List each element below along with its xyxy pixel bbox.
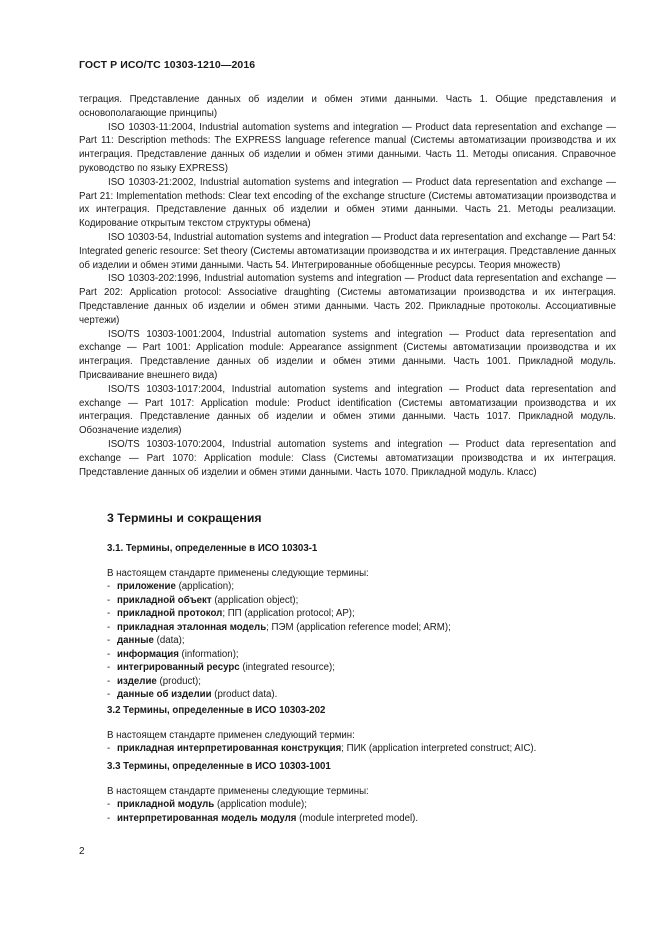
subsection-3-2 (79, 704, 616, 756)
term-list (79, 798, 616, 825)
term-translation: ; ПП (application protocol; AP); (222, 608, 355, 619)
term-item: - интерпретированная модель модуля (module interpreted model). (107, 812, 419, 824)
term-list (79, 742, 616, 756)
term-translation: (application module); (214, 799, 307, 810)
term-item: - прикладная интерпретированная конструкция; ПИК (application interpreted construct; AIC). (107, 743, 537, 754)
reference-item: ISO/TS 10303-1001:2004, Industrial automation systems and integration — Product data representation and exchange — Part 1001: Application module: Appearance assignment (Системы автоматизации производства и их интеграция. Представление данных об изделии и обмен этими данными. Часть 1001. Прикладной модуль. Присваивание внешнего вида) (79, 328, 616, 381)
subsection-title: 3.1. Термины, определенные в ИСО 10303-1 (107, 543, 318, 554)
reference-item: ISO 10303-202:1996, Industrial automation systems and integration — Product data representation and exchange — Part 202: Application protocol: Associative draughting (Системы автоматизации производства и их интеграция. Представление данных об изделии и обмен этими данными. Часть 202. Прикладные протоколы. Ассоциативные чертежи) (79, 273, 616, 326)
term-translation: ; ПЭМ (application reference model; ARM); (266, 621, 451, 633)
term-item: - интегрированный ресурс (integrated resource); (107, 662, 335, 673)
term-translation: (integrated resource); (239, 662, 335, 673)
term-name: прикладная интерпретированная конструкция (117, 743, 342, 754)
term-name: изделие (117, 675, 157, 687)
term-item: - прикладная эталонная модель; ПЭМ (application reference model; ARM); (107, 621, 451, 633)
term-translation: (product); (156, 675, 201, 687)
term-name: интерпретированная модель модуля (117, 812, 297, 824)
reference-item: ISO/TS 10303-1017:2004, Industrial automation systems and integration — Product data representation and exchange — Part 1017: Application module: Product identification (Системы автоматизации производства и их интеграция. Представление данных об изделии и обмен этими данными. Часть 1017. Прикладной модуль. Обозначение изделия) (79, 383, 616, 437)
term-translation: (module interpreted model). (296, 812, 419, 824)
term-name: интегрированный ресурс (117, 662, 240, 673)
document-header: ГОСТ Р ИСО/ТС 10303-1210—2016 (79, 59, 256, 71)
term-item: - прикладной модуль (application module); (107, 799, 307, 810)
term-name: прикладной модуль (117, 799, 215, 810)
term-name: прикладной объект (117, 594, 212, 606)
term-item: - данные (data); (107, 635, 185, 646)
term-name: данные об изделии (117, 689, 212, 700)
term-translation: (application object); (211, 594, 299, 606)
term-translation: (product data). (211, 689, 278, 700)
term-translation: (data); (153, 635, 185, 646)
normative-references (79, 93, 616, 479)
term-name: приложение (117, 581, 176, 592)
term-list (79, 580, 616, 702)
reference-item: ISO 10303-54, Industrial automation systems and integration — Product data representation and exchange — Part 54: Integrated generic resource: Set theory (Системы автоматизации производства и их интеграция. Представление данных об изделии и обмен этими данными. Часть 54. Интегрированные обобщенные ресурсы. Теория множеств) (79, 231, 616, 271)
term-name: прикладная эталонная модель (117, 621, 267, 633)
subsection-3-1 (79, 542, 616, 702)
term-translation: (information); (178, 648, 239, 660)
subsection-title: 3.3 Термины, определенные в ИСО 10303-1001 (107, 761, 331, 772)
term-name: прикладной протокол (117, 608, 223, 619)
reference-item: ISO 10303-21:2002, Industrial automation systems and integration — Product data representation and exchange — Part 21: Implementation methods: Clear text encoding of the exchange structure (Системы автоматизации производства и их интеграция. Представление данных об изделии и обмен этими данными. Часть 21. Методы реализации. Кодирование открытым текстом структуры обмена) (79, 176, 616, 230)
subsection-intro: В настоящем стандарте применены следующие термины: (107, 785, 369, 797)
term-name: информация (117, 648, 179, 660)
term-translation: ; ПИК (application interpreted construct; AIC). (341, 743, 537, 754)
term-translation: (application); (175, 581, 235, 592)
term-item: - информация (information); (107, 648, 239, 660)
term-name: данные (117, 635, 154, 646)
term-item: - прикладной объект (application object); (107, 594, 299, 606)
term-item: - прикладной протокол; ПП (application protocol; AP); (107, 608, 355, 619)
term-item: - данные об изделии (product data). (107, 689, 278, 700)
subsection-intro: В настоящем стандарте применен следующий термин: (107, 729, 355, 741)
subsection-intro: В настоящем стандарте применены следующие термины: (107, 567, 369, 579)
term-item: - приложение (application); (107, 581, 235, 592)
subsection-3-3 (79, 760, 616, 825)
page-number: 2 (79, 846, 85, 857)
reference-item: ISO 10303-11:2004, Industrial automation systems and integration — Product data representation and exchange — Part 11: Description methods: The EXPRESS language reference manual (Системы автоматизации производства и их интеграция. Представление данных об изделии и обмен этими данными. Часть 11. Методы описания. Справочное руководство по языку EXPRESS) (79, 121, 616, 174)
reference-continuation: теграция. Представление данных об изделии и обмен этими данными. Часть 1. Общие представления и основополагающие принципы) (79, 94, 616, 119)
section-title: 3 Термины и сокращения (107, 511, 262, 525)
reference-item: ISO/TS 10303-1070:2004, Industrial automation systems and integration — Product data representation and exchange — Part 1070: Application module: Class (Системы автоматизации производства и их интеграция. Представление данных об изделии и обмен этими данными. Часть 1070. Прикладной модуль. Класс) (79, 438, 616, 478)
term-item: - изделие (product); (107, 675, 201, 687)
subsection-title: 3.2 Термины, определенные в ИСО 10303-202 (107, 705, 326, 716)
